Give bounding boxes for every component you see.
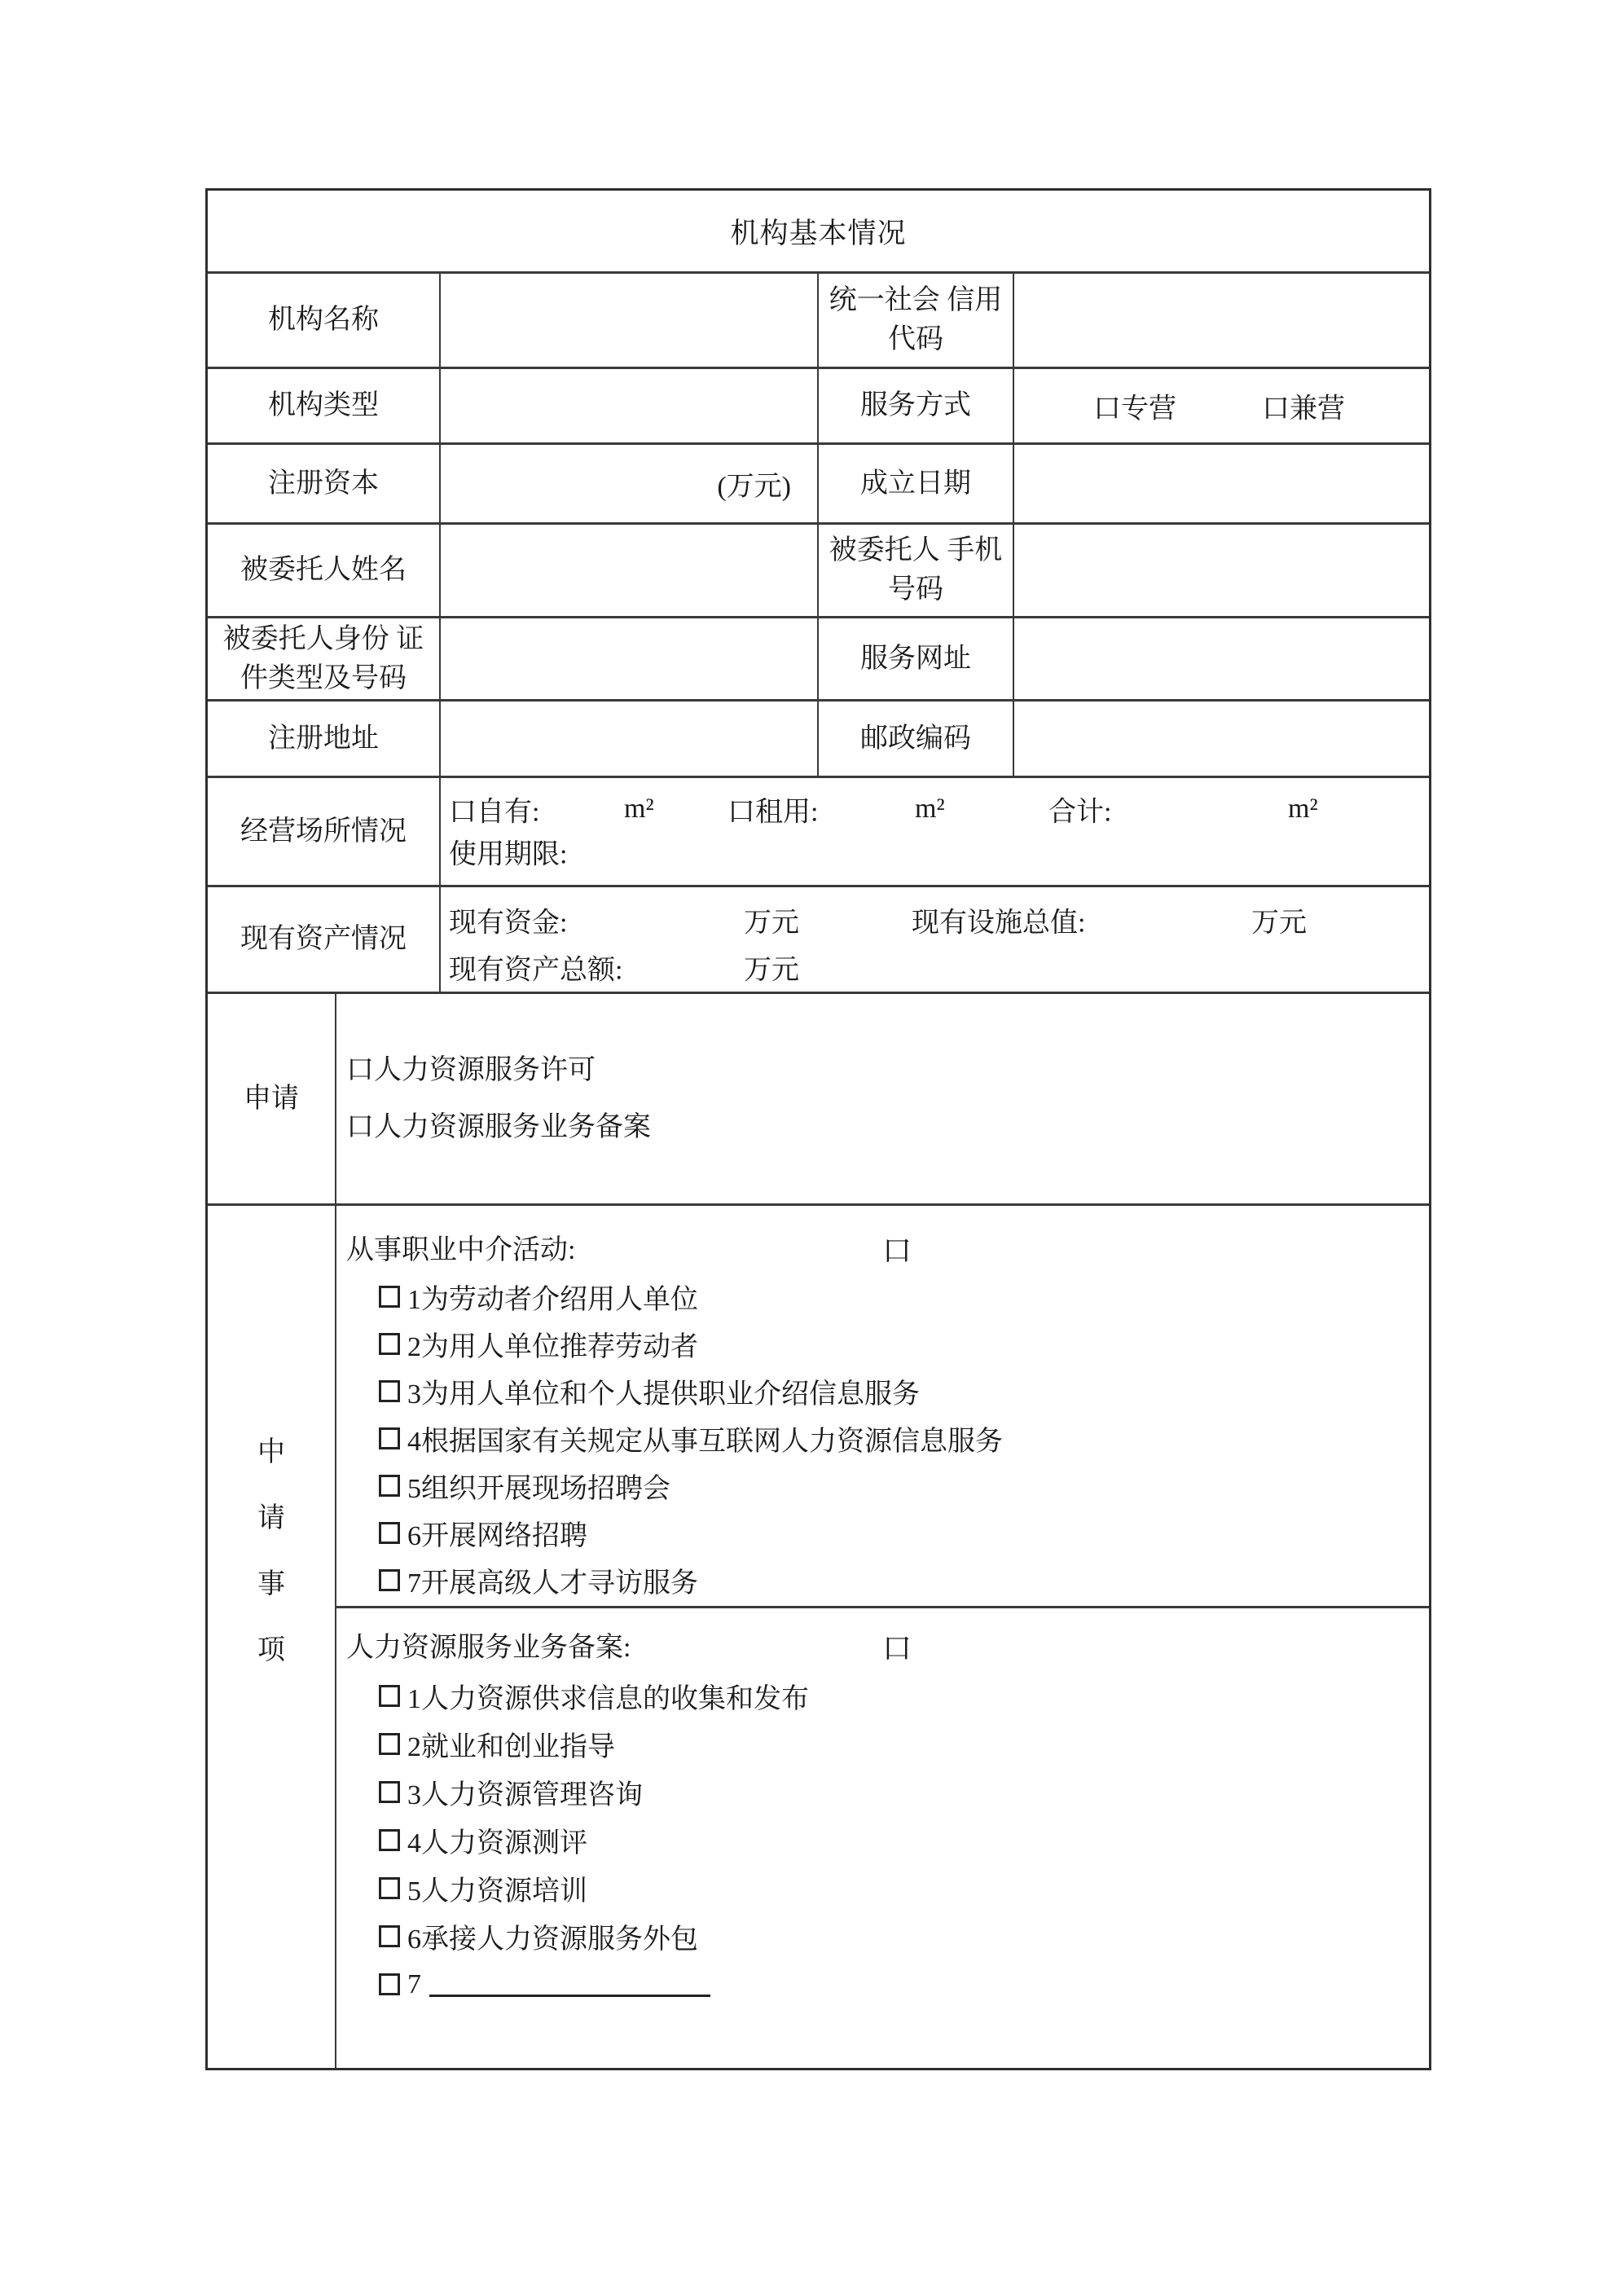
checklist-item [336, 1816, 1429, 1864]
postal-code-label: 邮政编码 [817, 702, 1013, 776]
checklist-item [336, 1462, 1429, 1509]
checklist-item [336, 1320, 1429, 1367]
premises-total-label: 合计: [1048, 797, 1112, 828]
checklist-item [336, 1864, 1429, 1912]
registered-address-label: 注册地址 [268, 723, 379, 754]
registered-address-input[interactable] [439, 702, 817, 776]
checklist-item [336, 1414, 1429, 1462]
assets-total-unit: 万元 [744, 955, 799, 986]
checklist-item [336, 1768, 1429, 1816]
checkbox-icon[interactable] [379, 1685, 400, 1707]
agent-name-input[interactable] [439, 525, 817, 616]
agent-name-label: 被委托人姓名 [240, 555, 407, 585]
premises-term-label: 使用期限: [449, 839, 568, 870]
apply-label: 申请 [244, 1083, 299, 1114]
agent-id-label-line2: 件类型及号码 [240, 662, 407, 693]
assets-line1 [441, 899, 1429, 941]
establish-date-label: 成立日期 [817, 445, 1013, 522]
matters-label-char-2: 事 [257, 1568, 285, 1599]
checklist-item-text: 7 [407, 1968, 421, 1999]
service-mode-option-exclusive[interactable]: 口专营 [1093, 394, 1176, 424]
matters-section-0 [336, 1206, 1429, 1608]
assets-fund-label: 现有资金: [449, 908, 568, 939]
checklist-item [336, 1912, 1429, 1960]
checkbox-icon[interactable] [379, 1733, 400, 1755]
checkbox-icon[interactable] [379, 1877, 400, 1899]
section-header-text: 人力资源服务业务备案: [346, 1633, 631, 1663]
institution-name-label: 机构名称 [268, 305, 379, 335]
premises-total-unit: m² [1288, 794, 1318, 824]
checkbox-icon[interactable] [379, 1333, 400, 1355]
assets-fund-unit: 万元 [744, 908, 799, 939]
checklist-item [336, 1273, 1429, 1320]
section-header [336, 1608, 1429, 1666]
agent-id-input[interactable] [439, 618, 817, 699]
premises-rent-unit: m² [915, 794, 945, 824]
agent-phone-input[interactable] [1013, 525, 1429, 616]
checklist-item-text: 6承接人力资源服务外包 [407, 1924, 698, 1955]
institution-type-input[interactable] [439, 369, 817, 442]
agent-phone-label-line2: 号码 [888, 574, 943, 605]
matters-content [335, 1206, 1429, 2068]
assets-total-label: 现有资产总额: [449, 955, 623, 986]
agent-phone-label [817, 525, 1013, 616]
checkbox-icon[interactable] [379, 1569, 400, 1591]
checklist-item-text: 1为劳动者介绍用人单位 [407, 1284, 698, 1315]
checklist-item-text: 5组织开展现场招聘会 [407, 1473, 670, 1504]
premises-own-unit: m² [624, 794, 654, 824]
establish-date-input[interactable] [1013, 445, 1429, 522]
service-mode-label: 服务方式 [817, 369, 1013, 442]
checklist-item [336, 1960, 1429, 2008]
agent-id-label [208, 618, 439, 699]
checklist-item [336, 1509, 1429, 1556]
checkbox-icon[interactable] [379, 1427, 400, 1449]
assets-facility-unit: 万元 [1251, 908, 1307, 939]
capital-unit-label: (万元) [717, 472, 791, 502]
institution-basic-info-form [205, 188, 1431, 2070]
assets-line2 [441, 946, 1429, 988]
matters-label-char-0: 中 [257, 1436, 285, 1467]
institution-name-input[interactable] [439, 274, 817, 367]
checklist-item-text: 7开展高级人才寻访服务 [407, 1568, 698, 1599]
apply-options [335, 994, 1429, 1203]
matters-section-1 [336, 1608, 1429, 2068]
blank-underline[interactable] [429, 1973, 710, 1997]
checkbox-icon[interactable] [379, 1829, 400, 1851]
checklist-item-text: 6开展网络招聘 [407, 1520, 587, 1551]
apply-option-license[interactable]: 口人力资源服务许可 [346, 1054, 596, 1085]
section-header [336, 1206, 1429, 1269]
checklist-item [336, 1556, 1429, 1603]
section-checkbox[interactable]: 口 [882, 1632, 912, 1665]
premises-label: 经营场所情况 [240, 816, 407, 847]
section-items [336, 1672, 1429, 2008]
service-mode-options [1013, 369, 1429, 442]
checklist-item [336, 1367, 1429, 1414]
checklist-item-text: 2为用人单位推荐劳动者 [407, 1331, 698, 1362]
apply-option-filing[interactable]: 口人力资源服务业务备案 [346, 1111, 651, 1142]
checkbox-icon[interactable] [379, 1522, 400, 1544]
agent-phone-label-line1: 被委托人 手机 [829, 535, 1003, 565]
premises-detail [439, 778, 1429, 885]
credit-code-label-line2: 代码 [888, 324, 943, 354]
matters-label-char-1: 请 [257, 1502, 285, 1533]
credit-code-label-line1: 统一社会 信用 [829, 285, 1003, 315]
section-checkbox[interactable]: 口 [882, 1234, 912, 1267]
checklist-item-text: 5人力资源培训 [407, 1876, 587, 1907]
checkbox-icon[interactable] [379, 1925, 400, 1947]
assets-facility-label: 现有设施总值: [912, 908, 1086, 939]
checklist-item-text: 3人力资源管理咨询 [407, 1780, 643, 1810]
service-mode-option-concurrent[interactable]: 口兼营 [1262, 394, 1345, 424]
checkbox-icon[interactable] [379, 1973, 400, 1995]
checklist-item [336, 1720, 1429, 1768]
institution-type-label: 机构类型 [268, 390, 379, 420]
checklist-item-text: 1人力资源供求信息的收集和发布 [407, 1684, 809, 1714]
assets-label: 现有资产情况 [240, 924, 407, 954]
agent-id-label-line1: 被委托人身份 证 [222, 623, 424, 654]
assets-detail [439, 887, 1429, 992]
service-website-input[interactable] [1013, 618, 1429, 699]
checkbox-icon[interactable] [379, 1380, 400, 1402]
checklist-item-text: 4人力资源测评 [407, 1828, 587, 1858]
checklist-item-text: 3为用人单位和个人提供职业介绍信息服务 [407, 1379, 920, 1410]
checkbox-icon[interactable] [379, 1475, 400, 1497]
checkbox-icon[interactable] [379, 1286, 400, 1308]
matters-label-char-3: 项 [257, 1634, 285, 1665]
form-title: 机构基本情况 [730, 217, 907, 249]
premises-line2 [441, 830, 1429, 873]
matters-vertical-label [208, 1120, 335, 1982]
premises-rent-checkbox-label[interactable]: 口租用: [727, 797, 819, 828]
service-website-label: 服务网址 [817, 618, 1013, 699]
registered-capital-label: 注册资本 [268, 468, 379, 499]
credit-code-input[interactable] [1013, 274, 1429, 367]
checklist-item-text: 2就业和创业指导 [407, 1732, 615, 1762]
premises-line1 [441, 788, 1429, 830]
section-header-text: 从事职业中介活动: [346, 1235, 576, 1265]
section-items [336, 1273, 1429, 1603]
checklist-item [336, 1672, 1429, 1720]
postal-code-input[interactable] [1013, 702, 1429, 776]
credit-code-label [817, 274, 1013, 367]
premises-own-checkbox-label[interactable]: 口自有: [449, 797, 540, 828]
checklist-item-text: 4根据国家有关规定从事互联网人力资源信息服务 [407, 1426, 1003, 1457]
registered-capital-input[interactable] [439, 445, 817, 522]
checkbox-icon[interactable] [379, 1781, 400, 1803]
